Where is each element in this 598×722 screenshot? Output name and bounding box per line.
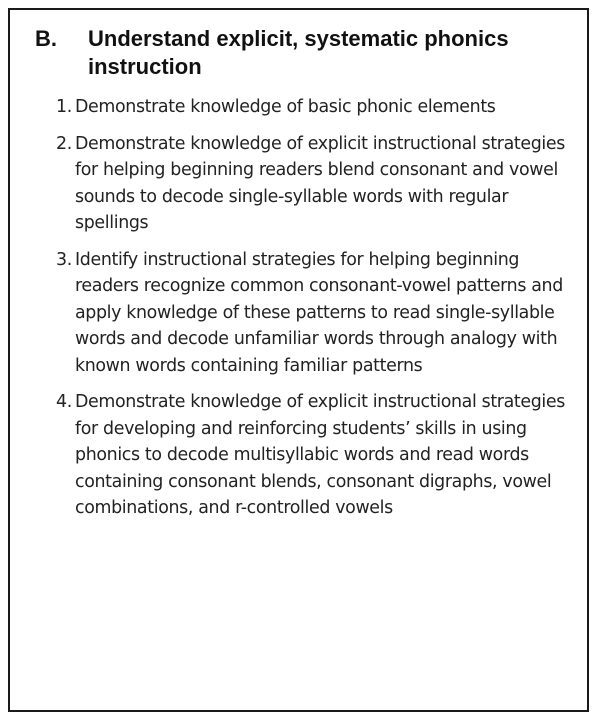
section-heading [35, 25, 575, 81]
item-text: Demonstrate knowledge of basic phonic elements [75, 97, 496, 117]
list-item [56, 131, 576, 237]
section-letter: B. [35, 26, 57, 51]
item-text: Identify instructional strategies for helping beginning readers recognize common consonant-vowel patterns and apply knowledge of these patterns to read single-syllable words and decode unfamiliar words through analogy with known words containing familiar patterns [75, 249, 563, 376]
item-text: Demonstrate knowledge of explicit instructional strategies for developing and reinforcing students’ skills in using phonics to decode multisyllabic words and read words containing consonant blends, consonant digraphs, vowel combinations, and r-controlled vowels [75, 392, 565, 518]
item-number: 4. [56, 392, 72, 412]
list-item [56, 247, 576, 380]
content-box [8, 8, 589, 712]
item-number: 3. [56, 249, 72, 270]
item-number: 2. [56, 133, 72, 154]
item-number: 1. [56, 97, 72, 117]
item-text: Demonstrate knowledge of explicit instructional strategies for helping beginning readers blend consonant and vowel sounds to decode single-syllable words with regular spellings [75, 133, 565, 233]
section-title: Understand explicit, systematic phonics instruction [88, 26, 509, 79]
list-item [56, 94, 576, 121]
list-item [56, 389, 576, 522]
objective-list [56, 94, 576, 532]
